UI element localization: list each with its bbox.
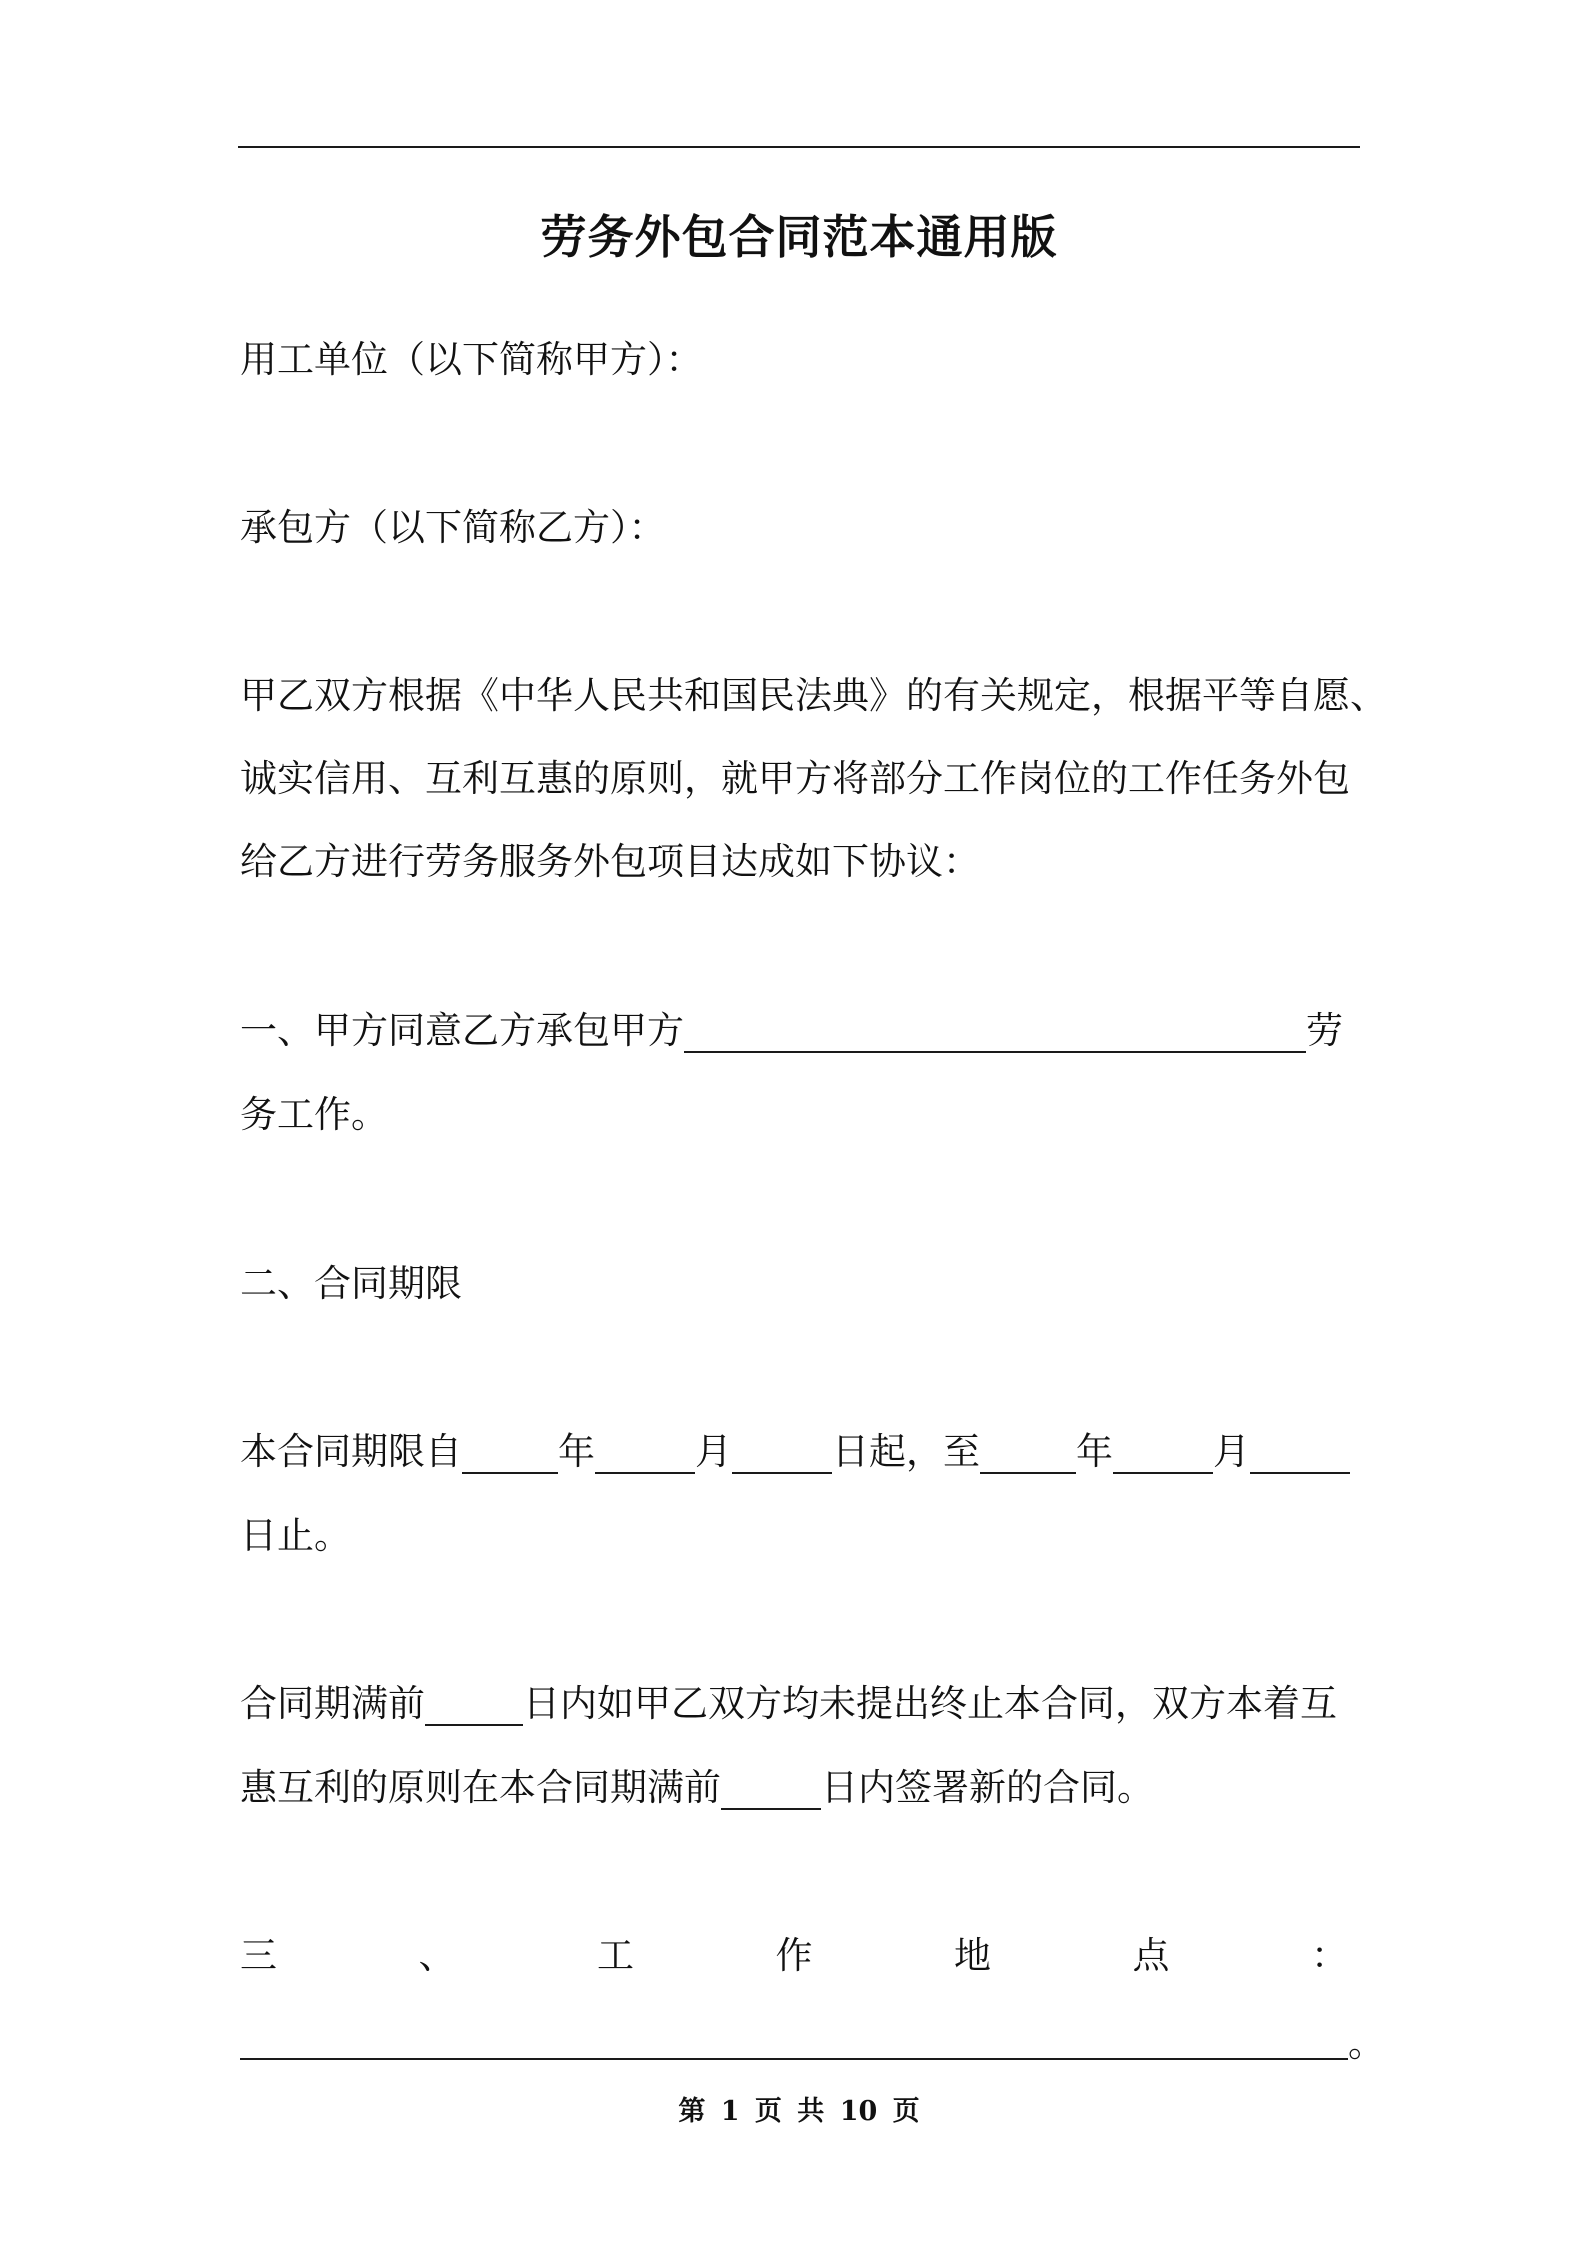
intro-line-1: 甲乙双方根据《中华人民共和国民法典》的有关规定，根据平等自愿、 <box>240 674 1387 717</box>
term-line <box>240 1426 1362 1478</box>
term-blank[interactable] <box>462 1430 558 1474</box>
page-number-footer: 第 1 页 共 10 页 <box>678 2096 920 2127</box>
term-part: 月 <box>1213 1430 1250 1473</box>
clause3-char: 、 <box>418 1934 456 1977</box>
clause3-char: 工 <box>597 1934 634 1977</box>
renewal-line-2 <box>240 1762 1362 1814</box>
clause1-continuation: 务工作。 <box>240 1093 388 1136</box>
term-part: 月 <box>695 1430 732 1473</box>
renewal-blank[interactable] <box>721 1766 821 1810</box>
clause3-char: ： <box>1311 1934 1348 1977</box>
clause1-suffix: 劳 <box>1306 1009 1343 1052</box>
term-blank[interactable] <box>595 1430 695 1474</box>
clause1-blank[interactable] <box>684 1009 1306 1053</box>
work-location-blank[interactable] <box>240 2058 1348 2060</box>
renewal-blank[interactable] <box>425 1682 523 1726</box>
term-blank[interactable] <box>732 1430 832 1474</box>
intro-line-2: 诚实信用、互利互惠的原则，就甲方将部分工作岗位的工作任务外包 <box>240 757 1350 800</box>
term-part: 年 <box>1076 1430 1113 1473</box>
clause3-char: 点 <box>1132 1934 1170 1977</box>
clause3-heading <box>240 1930 1362 1982</box>
term-end: 日止。 <box>240 1514 351 1557</box>
renewal-text: 日内如甲乙双方均未提出终止本合同，双方本着互 <box>523 1682 1337 1725</box>
clause2-heading: 二、合同期限 <box>240 1262 462 1305</box>
party-b-line: 承包方（以下简称乙方）： <box>240 506 666 549</box>
document-title: 劳务外包合同范本通用版 <box>540 210 1058 264</box>
renewal-line-1 <box>240 1678 1362 1730</box>
renewal-text: 日内签署新的合同。 <box>821 1766 1154 1809</box>
renewal-text: 惠互利的原则在本合同期满前 <box>240 1766 721 1809</box>
renewal-text: 合同期满前 <box>240 1682 425 1725</box>
party-a-line: 用工单位（以下简称甲方）： <box>240 338 703 381</box>
intro-line-3: 给乙方进行劳务服务外包项目达成如下协议： <box>240 840 980 883</box>
work-location-end-mark: 。 <box>1348 2022 1385 2065</box>
clause1-prefix: 一、甲方同意乙方承包甲方 <box>240 1009 684 1052</box>
term-blank[interactable] <box>1113 1430 1213 1474</box>
clause3-char: 作 <box>775 1934 813 1977</box>
clause1-line <box>240 1005 1362 1057</box>
clause3-char: 三 <box>240 1934 277 1977</box>
clause3-char: 地 <box>954 1934 991 1977</box>
term-part: 本合同期限自 <box>240 1430 462 1473</box>
term-blank[interactable] <box>1250 1430 1350 1474</box>
term-blank[interactable] <box>980 1430 1076 1474</box>
term-part: 年 <box>558 1430 595 1473</box>
term-part: 日起，至 <box>832 1430 980 1473</box>
header-rule <box>238 146 1360 148</box>
